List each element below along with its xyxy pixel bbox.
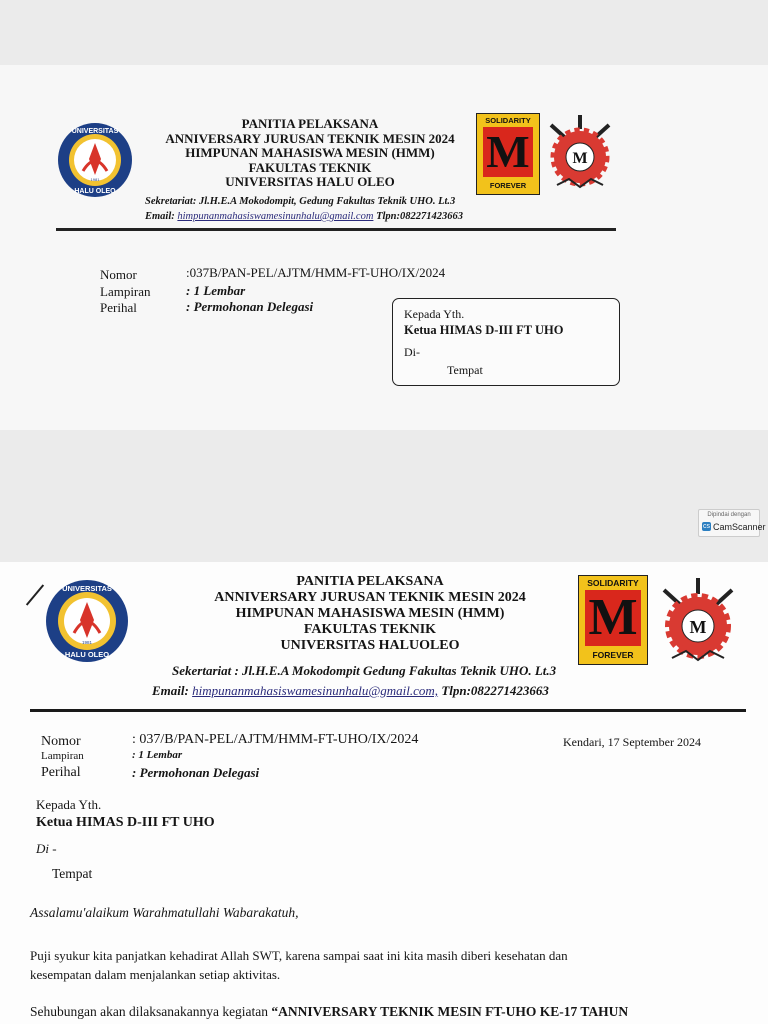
camscanner-line2: CamScanner (713, 522, 766, 532)
header-line4: FAKULTAS TEKNIK (303, 622, 437, 637)
header-divider (56, 228, 616, 231)
envelope-address: Sekretariat: Jl.H.E.A Mokodompit, Gedung Fakultas Teknik UHO. Lt.3 (145, 196, 456, 207)
env-nomor-label: Nomor (100, 267, 137, 282)
gear-logo-icon (543, 113, 617, 195)
header-line5: UNIVERSITAS HALU OLEO (225, 174, 395, 189)
letter-to-place: Tempat (52, 866, 93, 881)
badge-bottom-text: FOREVER (592, 650, 634, 660)
letter-to-greeting: Kepada Yth. (36, 797, 102, 812)
env-nomor-value: :037B/PAN-PEL/AJTM/HMM-FT-UHO/IX/2024 (186, 265, 446, 280)
env-lampiran-label: Lampiran (100, 284, 151, 299)
env-perihal-value: : Permohonan Delegasi (186, 299, 314, 314)
solidarity-badge (476, 113, 540, 195)
pen-mark (26, 584, 44, 605)
badge-top-text: SOLIDARITY (587, 578, 639, 588)
letter-date: Kendari, 17 September 2024 (563, 735, 701, 749)
letter-para1-line1: Puji syukur kita panjatkan kehadirat Allah SWT, karena sampai saat ini kita masih diberi kesehatan dan (30, 948, 568, 963)
letter-address: Sekertariat : Jl.H.E.A Mokodompit Gedung Fakultas Teknik UHO. Lt.3 (172, 663, 557, 678)
university-logo-bottom-text: HALU OLEO (64, 650, 110, 659)
letter-para2 (30, 1004, 628, 1020)
recipient-box (392, 298, 620, 386)
env-to-di: Di- (404, 345, 420, 359)
letter-para1-line2: kesempatan dalam menjalankan setiap aktivitas. (30, 967, 281, 982)
university-logo-icon (56, 121, 134, 199)
university-logo-year: 1981 (90, 177, 100, 182)
camscanner-watermark (698, 509, 766, 537)
university-logo-icon (44, 578, 130, 664)
header-line4: FAKULTAS TEKNIK (248, 159, 372, 175)
gear-letter: M (572, 150, 588, 167)
letter-header (170, 574, 570, 654)
camscanner-icon: cs (703, 523, 710, 530)
university-logo-year: 1981 (81, 640, 93, 645)
letter-nomor-label: Nomor (41, 734, 81, 749)
gear-letter: M (689, 617, 707, 637)
env-to-name: Ketua HIMAS D-III FT UHO (404, 323, 564, 337)
phone-text: Tlpn:082271423663 (376, 211, 463, 222)
letter-to-di: Di - (36, 841, 57, 856)
envelope-page (0, 65, 768, 430)
header-line3: HIMPUNAN MAHASISWA MESIN (HMM) (185, 145, 435, 160)
env-to-place: Tempat (447, 363, 483, 377)
header-line3: HIMPUNAN MAHASISWA MESIN (HMM) (235, 606, 505, 621)
university-logo-top-text: UNIVERSITAS (62, 584, 112, 593)
header-line2: ANNIVERSARY JURUSAN TEKNIK MESIN 2024 (165, 130, 455, 146)
envelope-contact (145, 211, 463, 222)
letter-perihal-label: Perihal (41, 765, 81, 780)
letter-lampiran-value: : 1 Lembar (132, 749, 183, 761)
letter-salam: Assalamu'alaikum Warahmatullahi Wabarakatuh, (30, 905, 299, 920)
env-lampiran-value: : 1 Lembar (186, 283, 246, 298)
email-label: Email: (145, 211, 175, 222)
university-logo-top-text: UNIVERSITAS (71, 128, 119, 135)
email-link[interactable]: himpunanmahasiswamesinunhalu@gmail.com (177, 211, 374, 222)
camscanner-line1: Dipindai dengan (707, 512, 751, 518)
env-perihal-label: Perihal (100, 300, 137, 315)
env-to-greeting: Kepada Yth. (404, 307, 465, 321)
header-line2: ANNIVERSARY JURUSAN TEKNIK MESIN 2024 (214, 590, 526, 605)
badge-letter: M (483, 127, 533, 177)
letter-page (0, 562, 768, 1024)
email-label: Email: (152, 683, 189, 698)
badge-bottom-text: FOREVER (489, 181, 527, 190)
phone-text: Tlpn:082271423663 (441, 683, 549, 698)
envelope-header (140, 117, 480, 190)
letter-nomor-value: : 037/B/PAN-PEL/AJTM/HMM-FT-UHO/IX/2024 (132, 732, 419, 747)
university-logo-bottom-text: HALU OLEO (74, 188, 116, 195)
letter-para2-start: Sehubungan akan dilaksanakannya kegiatan (30, 1004, 272, 1019)
letter-to-name: Ketua HIMAS D-III FT UHO (36, 815, 215, 830)
letter-para2-bold: “ANNIVERSARY TEKNIK MESIN FT-UHO KE-17 TAHUN (271, 1004, 629, 1019)
letter-lampiran-label: Lampiran (41, 750, 84, 762)
letter-perihal-value: : Permohonan Delegasi (132, 765, 260, 780)
header-line1: PANITIA PELAKSANA (241, 116, 379, 131)
header-line5: UNIVERSITAS HALUOLEO (280, 638, 460, 653)
badge-letter: M (585, 590, 641, 646)
header-line1: PANITIA PELAKSANA (296, 574, 444, 589)
header-divider (30, 709, 746, 712)
letter-contact (152, 683, 549, 699)
gear-logo-icon (656, 576, 740, 668)
solidarity-badge (578, 575, 648, 665)
email-link[interactable]: himpunanmahasiswamesinunhalu@gmail.com, (192, 683, 439, 698)
badge-top-text: SOLIDARITY (485, 116, 531, 125)
